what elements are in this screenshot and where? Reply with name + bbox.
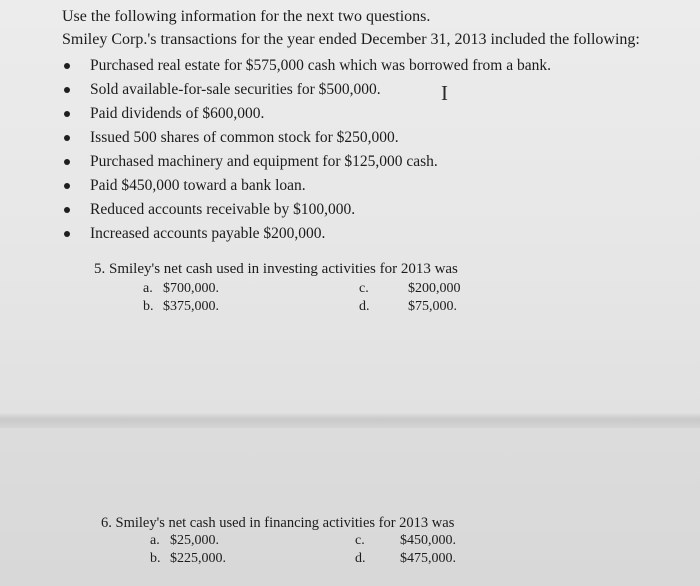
bullet-icon [64, 207, 70, 213]
bullet-icon [64, 135, 70, 141]
question-5-option-c [359, 281, 461, 297]
text-cursor-icon: I [441, 81, 448, 105]
transaction-text: Paid dividends of $600,000. [90, 105, 265, 122]
bullet-icon [64, 231, 70, 237]
question-6-option-a [150, 533, 219, 549]
option-letter: a. [143, 281, 153, 296]
list-item [62, 126, 551, 150]
list-item [62, 198, 551, 222]
question-6-option-c [355, 533, 456, 549]
list-item [62, 78, 551, 105]
question-5-option-a [143, 281, 219, 297]
lower-paper-section [0, 428, 700, 586]
question-6-option-b [150, 551, 226, 567]
transaction-list [62, 54, 551, 246]
bullet-icon [64, 183, 70, 189]
option-value: $225,000. [170, 551, 226, 566]
option-letter: c. [355, 533, 365, 548]
option-value: $700,000. [163, 281, 219, 296]
transaction-text: Purchased real estate for $575,000 cash which was borrowed from a bank. [90, 57, 551, 74]
option-letter: d. [355, 551, 366, 566]
option-letter: c. [359, 281, 369, 296]
list-item [62, 54, 551, 78]
list-item [62, 174, 551, 198]
option-letter: b. [143, 299, 154, 314]
transaction-text: Reduced accounts receivable by $100,000. [90, 201, 356, 218]
option-letter: b. [150, 551, 161, 566]
transaction-text: Paid $450,000 toward a bank loan. [90, 177, 306, 194]
option-letter: d. [359, 299, 370, 314]
transaction-text: Sold available-for-sale securities for $500,000. [90, 81, 381, 98]
option-letter: a. [150, 533, 160, 548]
page-fold-divider [0, 412, 700, 428]
option-value: $475,000. [400, 551, 456, 566]
question-6-option-d [355, 551, 456, 567]
question-5-option-b [143, 299, 219, 315]
option-value: $25,000. [170, 533, 219, 548]
transaction-text: Increased accounts payable $200,000. [90, 225, 326, 242]
option-value: $75,000. [408, 299, 457, 314]
transaction-text: Purchased machinery and equipment for $125,000 cash. [90, 153, 438, 170]
option-value: $450,000. [400, 533, 456, 548]
bullet-icon [64, 111, 70, 117]
list-item [62, 150, 551, 174]
intro-line-2: Smiley Corp.'s transactions for the year ended December 31, 2013 included the following: [62, 31, 640, 48]
question-5-prompt: 5. Smiley's net cash used in investing activities for 2013 was [94, 261, 458, 277]
list-item [62, 102, 551, 126]
intro-line-1: Use the following information for the next two questions. [62, 8, 431, 25]
transaction-text: Issued 500 shares of common stock for $250,000. [90, 129, 399, 146]
question-5-option-d [359, 299, 457, 315]
option-value: $200,000 [408, 281, 461, 296]
list-item [62, 222, 551, 246]
bullet-icon [64, 63, 70, 69]
question-6-prompt: 6. Smiley's net cash used in financing activities for 2013 was [101, 515, 455, 531]
bullet-icon [64, 159, 70, 165]
option-value: $375,000. [163, 299, 219, 314]
bullet-icon [64, 87, 70, 93]
